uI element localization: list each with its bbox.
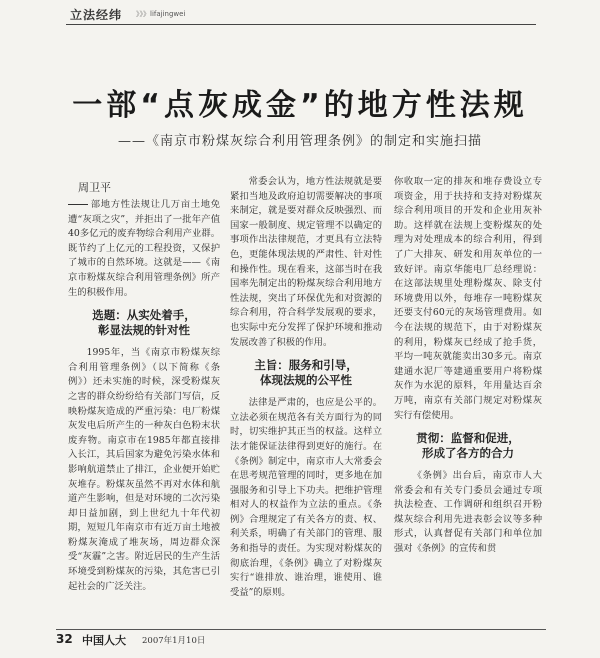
article-title: 一部“点灰成金”的地方性法规 — [72, 88, 528, 123]
body-paragraph: 1995年，当《南京市粉煤灰综合利用管理条例》（以下简称《条例》）还未实施的时候，深受粉煤灰之害的群众纷纷给有关部门写信，反映粉煤灰造成的严重污染：电厂粉煤灰发电后所产生的一种灰白色粉末状废弃物。南京市在1985年都直接排入长江，其后国家为避免污染水体和影响航道禁止了排江，企业便开始贮灰堆存。粉煤灰虽然不再对水体和航道产生影响，但是对环境的二次污染却日益加剧，到上世纪九十年代初期，短短几年南京市有近万亩土地被粉煤灰淹成了堆灰场，周边群众深受“灰霾”之害。附近居民的生产生活环境受到粉煤灰的污染，其危害已引起社会的广泛关注。 — [68, 347, 220, 592]
section-heading-topic: 选题：从实处着手， 彰显法规的针对性 — [92, 308, 196, 338]
page-footer — [56, 632, 556, 648]
text-column-3 — [394, 175, 542, 557]
body-paragraph: 法律是严肃的，也应是公平的。立法必须在规范各有关方面行为的同时，切实维护其正当的权益。这样立法才能保证法律得到更好的施行。在《条例》制定中，南京市人大常委会在思考规范管理的同时，更多地在加强服务和引导上下功夫。把维护管理相对人的权益作为立法的重点。《条例》合理规定了有关各方的责、权、利关系，明确了有关部门的管理、服务和指导的责任。为实现对粉煤灰的彻底治理，《条例》确立了对粉煤灰实行“谁排放、谁治理，谁使用、谁受益”的原则。 — [230, 397, 382, 598]
footer-divider — [56, 629, 546, 630]
body-paragraph: 你收取一定的排灰和堆存费设立专项资金，用于扶持和支持对粉煤灰综合利用项目的开发和企业用灰补助。这样就在法规上变粉煤灰的处理为对处理成本的综合利用，得到了广大排灰、研发和用灰单位的一致好评。南京华能电厂总经理说：在这部法规里处理粉煤灰、除支付环境费用以外，每堆存一吨粉煤灰还要支付60元的灰场管理费用。如今在法规的规范下，由于对粉煤灰的利用，粉煤灰已经成了抢手货，平均一吨灰就能卖出30多元。南京建通水泥厂等建通重要用户将粉煤灰作为水泥的原料，年用量达百余万吨，南京有关部门规定对粉煤灰实行有偿使用。 — [394, 176, 542, 421]
issue-date: 2007年1月10日 — [142, 636, 206, 646]
body-paragraph: 《条例》出台后，南京市人大常委会和有关专门委员会通过专项执法检查、工作调研和组织召开粉煤灰综合利用先进表彰会议等多种形式，认真督促有关部门和单位加强对《条例》的宣传和贯 — [394, 470, 542, 555]
magazine-name: 中国人大 — [82, 634, 126, 647]
section-heading-purpose: 主旨：服务和引导， 体现法规的公平性 — [254, 358, 358, 388]
section-pinyin: 》》》lifajingwei — [136, 10, 186, 18]
section-heading-implementation: 贯彻：监督和促进， 形成了各方的合力 — [416, 431, 520, 461]
text-column-1 — [68, 198, 220, 594]
dropcap-dash — [68, 204, 88, 205]
section-label: 立法经纬 — [70, 8, 123, 22]
article-subtitle: ——《南京市粉煤灰综合利用管理条例》的制定和实施扫描 — [117, 134, 482, 149]
page-number: 32 — [56, 632, 73, 646]
text-column-2 — [230, 175, 382, 600]
body-paragraph: 常委会认为，地方性法规就是要紧扣当地及政府迫切需要解决的事项来制定，就是要对群众反映强烈、而国家一般制度、规定管理不以确定的事项作出法律规范，才更具有立法特色，更能体现法规的严肃性、针对性和操作性。现在看来，这部当时在我国率先制定出的粉煤灰综合利用地方性法规，突出了环保优先和对资源的综合利用，符合科学发展观的要求，也实际中充分发挥了保护环境和推动发展改善了积极的作用。 — [230, 176, 382, 348]
intro-paragraph: 部地方性法规让几万亩土地免遭“灰项之灾”，并拒出了一批年产值40多亿元的废弃物综合利用产业群。既节约了上亿元的工程投资，又保护了城市的自然环境。这就是——《南京市粉煤灰综合利用管理条例》所产生的积极作用。 — [68, 199, 220, 298]
author-name: 周卫平 — [78, 181, 111, 194]
header-divider — [66, 24, 536, 25]
